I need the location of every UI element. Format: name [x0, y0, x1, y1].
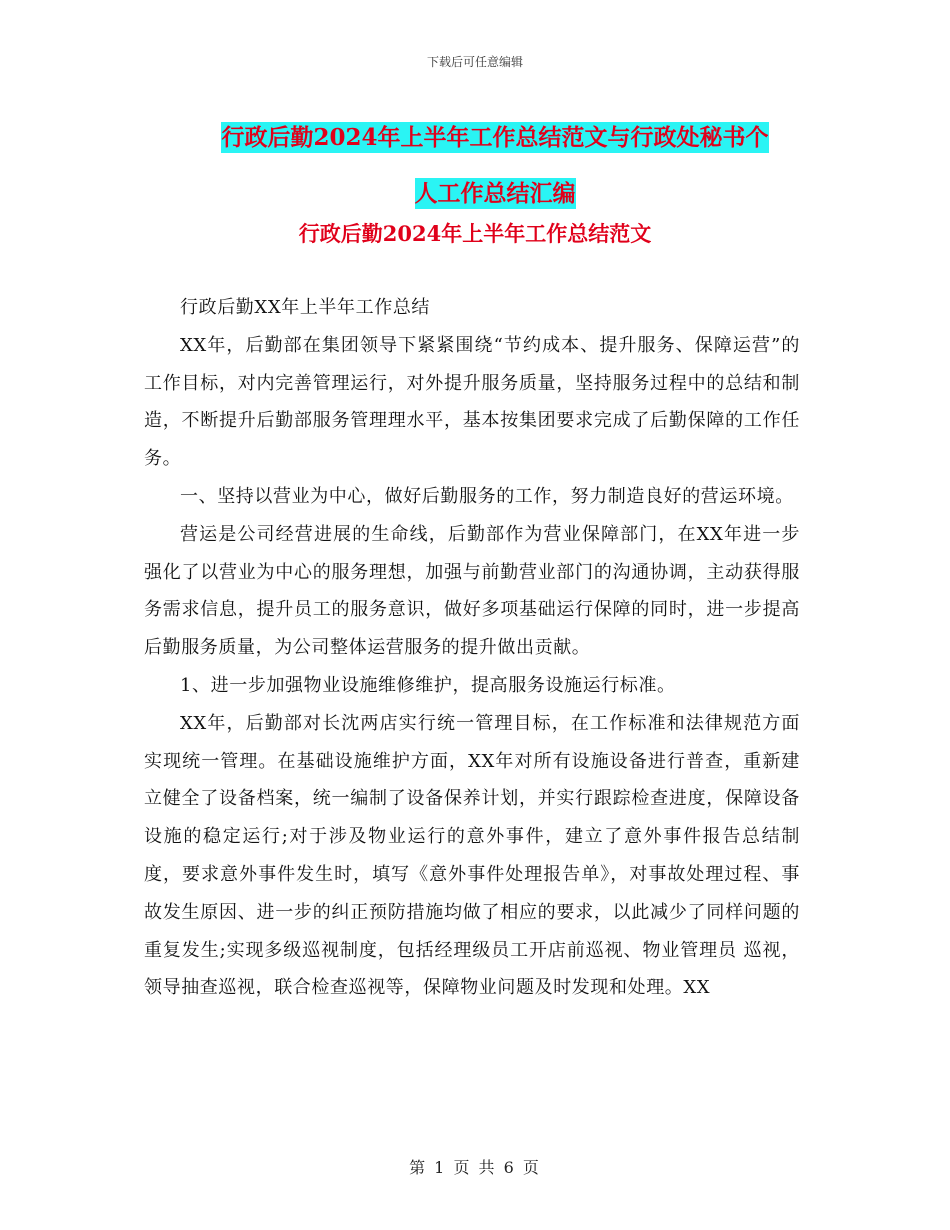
page-header: 下载后可任意编辑 [426, 55, 523, 69]
document-title-line-2: 人工作总结汇编 [414, 180, 576, 207]
document-title-line-1: 行政后勤2024年上半年工作总结范文与行政处秘书个 [221, 124, 769, 151]
paragraph: 一、坚持以营业为中心，做好后勤服务的工作，努力制造良好的营运环境。 [180, 485, 794, 507]
document-title [145, 110, 845, 222]
section-title: 行政后勤2024年上半年工作总结范文 [298, 221, 652, 246]
page-footer: 第 1 页 共 6 页 [409, 1158, 541, 1177]
document-body [144, 289, 800, 1007]
paragraph: 营运是公司经营进展的生命线，后勤部作为营业保障部门，在XX年进一步强化了以营业为中心的服务理想，加强与前勤营业部门的沟通协调，主动获得服务需求信息，提升员工的服务意识，做好多项基础运行保障的同时，进一步提高后勤服务质量，为公司整体运营服务的提升做出贡献。 [144, 523, 800, 659]
paragraph: XX年，后勤部对长沈两店实行统一管理目标，在工作标准和法律规范方面实现统一管理。在基础设施维护方面，XX年对所有设施设备进行普查，重新建立健全了设备档案，统一编制了设备保养计划，并实行跟踪检查进度，保障设备设施的稳定运行;对于涉及物业运行的意外事件，建立了意外事件报告总结制度，要求意外事件发生时，填写《意外事件处理报告单》，对事故处理过程、事故发生原因、进一步的纠正预防措施均做了相应的要求，以此减少了同样问题的重复发生;实现多级巡视制度，包括经理级员工开店前巡视、物业管理员 巡视，领导抽查巡视，联合检查巡视等，保障物业问题及时发现和处理。XX [144, 712, 800, 999]
paragraph: 行政后勤XX年上半年工作总结 [180, 297, 431, 318]
paragraph: XX年，后勤部在集团领导下紧紧围绕“节约成本、提升服务、保障运营”的工作目标，对内完善管理运行，对外提升服务质量，坚持服务过程中的总结和制造，不断提升后勤部服务管理理水平，基本按集团要求完成了后勤保障的工作任务。 [144, 334, 800, 470]
paragraph: 1、进一步加强物业设施维修维护，提高服务设施运行标准。 [180, 674, 676, 696]
